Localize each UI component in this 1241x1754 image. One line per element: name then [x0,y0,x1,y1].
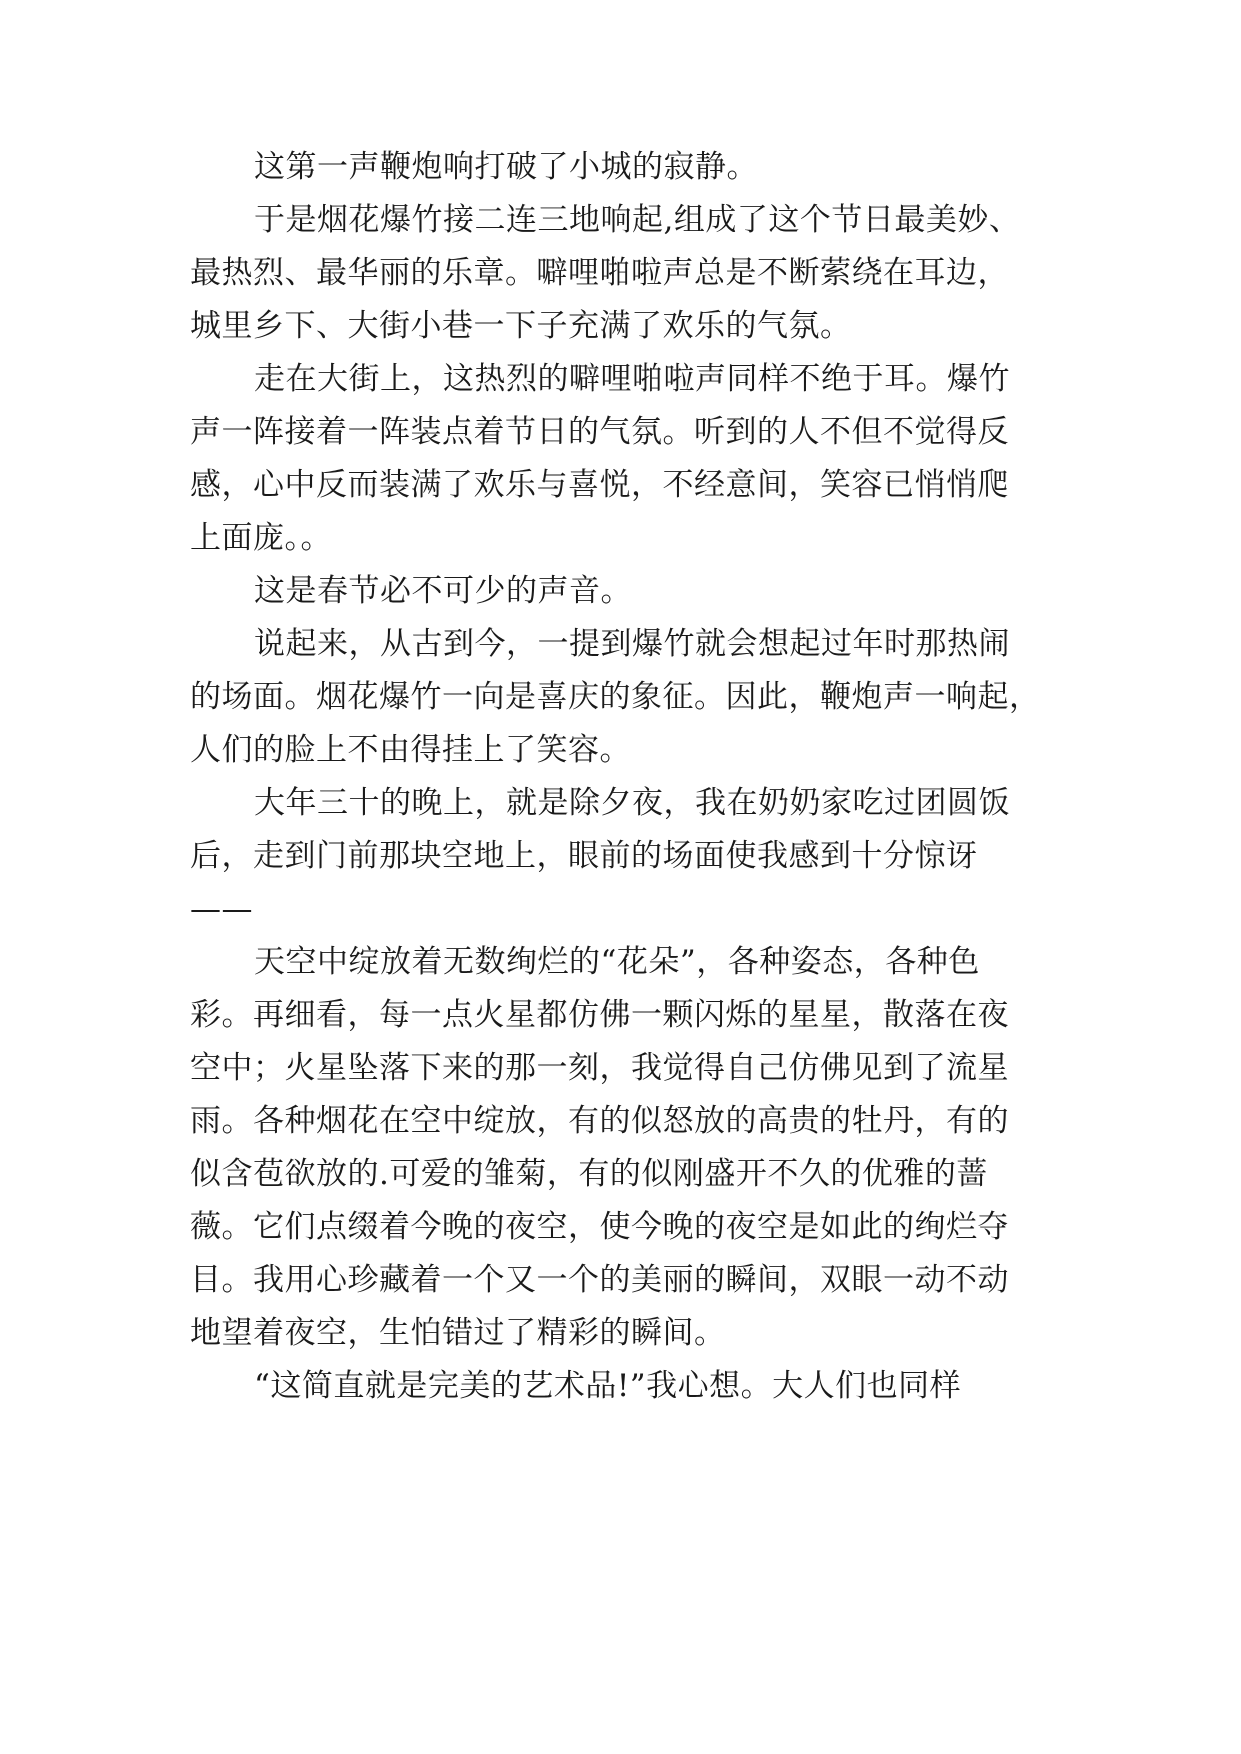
text-line: 声一阵接着一阵装点着节日的气氛。听到的人不但不觉得反 [190,414,1009,450]
text-line: —— [190,891,253,927]
text-line: 大年三十的晚上，就是除夕夜，我在奶奶家吃过团圆饭 [254,785,1010,821]
text-line: “这简直就是完美的艺术品!”我心想。大人们也同样 [254,1368,962,1404]
text-line: 上面庞。。 [190,520,332,556]
text-line: 目。我用心珍藏着一个又一个的美丽的瞬间，双眼一动不动 [190,1262,1009,1298]
text-line: 的场面。烟花爆竹一向是喜庆的象征。因此，鞭炮声一响起， [190,679,1041,715]
text-line: 说起来，从古到今，一提到爆竹就会想起过年时那热闹 [254,626,1010,662]
text-line: 感，心中反而装满了欢乐与喜悦，不经意间，笑容已悄悄爬 [190,467,1009,503]
text-line: 雨。各种烟花在空中绽放，有的似怒放的高贵的牡丹，有的 [190,1103,1009,1139]
text-line: 人们的脸上不由得挂上了笑容。 [190,732,631,768]
text-line: 这第一声鞭炮响打破了小城的寂静。 [254,149,758,185]
text-line: 城里乡下、大街小巷一下子充满了欢乐的气氛。 [190,308,852,344]
text-line: 后，走到门前那块空地上，眼前的场面使我感到十分惊讶 [190,838,978,874]
text-line: 走在大街上，这热烈的噼哩啪啦声同样不绝于耳。爆竹 [254,361,1010,397]
text-line: 彩。再细看，每一点火星都仿佛一颗闪烁的星星，散落在夜 [190,997,1009,1033]
text-line: 于是烟花爆竹接二连三地响起,组成了这个节日最美妙、 [254,202,1021,238]
text-line: 空中；火星坠落下来的那一刻，我觉得自己仿佛见到了流星 [190,1050,1009,1086]
text-line: 薇。它们点缀着今晚的夜空，使今晚的夜空是如此的绚烂夺 [190,1209,1009,1245]
text-line: 最热烈、最华丽的乐章。噼哩啪啦声总是不断萦绕在耳边， [190,255,1009,291]
text-line: 天空中绽放着无数绚烂的“花朵”，各种姿态，各种色 [254,944,980,980]
text-line: 似含苞欲放的.可爱的雏菊，有的似刚盛开不久的优雅的蔷 [190,1156,988,1192]
text-line: 这是春节必不可少的声音。 [254,573,632,609]
text-line: 地望着夜空，生怕错过了精彩的瞬间。 [190,1315,726,1351]
